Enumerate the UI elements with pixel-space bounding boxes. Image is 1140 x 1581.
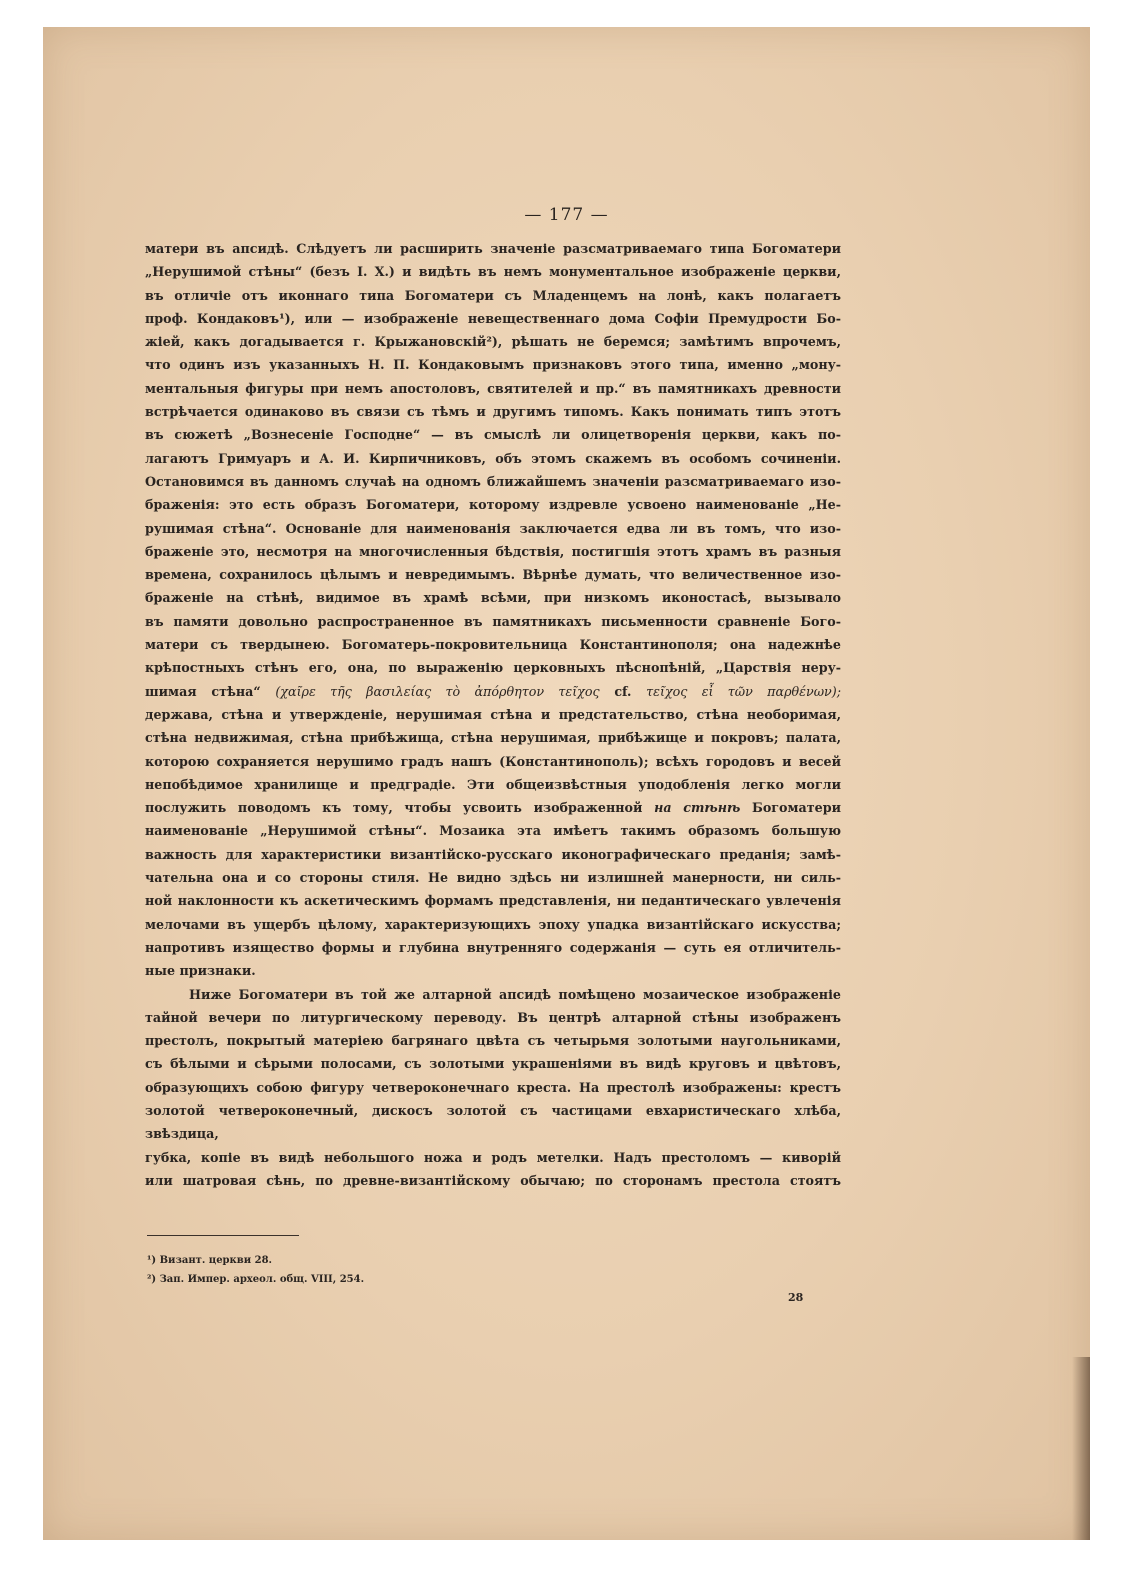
text-line: которою сохраняется нерушимо градъ нашъ (Константинополь); всѣхъ городовъ и весей [145,753,841,769]
page-number: — 177 — [524,205,609,225]
greek-quote-b: τεῖχος εἶ τῶν παρθένων); [646,683,841,699]
page-edge-shadow [1072,1357,1090,1540]
footnote-divider [147,1235,299,1236]
sheet-number: 28 [788,1291,804,1304]
text-line: матери въ апсидѣ. Слѣдуетъ ли расширить значеніе разсматриваемаго типа Богоматери [145,241,841,256]
greek-quote-a: (χαῖρε τῆς βασιλείας τὸ ἀπόρθητον τεῖχος [275,683,600,699]
greek-line-cf: cf. [599,683,647,699]
text-line-italic [145,796,841,819]
text-line: золотой четвероконечный, дискосъ золотой съ частицами евхаристическаго хлѣба, звѣздица, [145,1102,841,1142]
text-line: въ отличіе отъ иконнаго типа Богоматери съ Младенцемъ на лонѣ, какъ полагаетъ [145,287,841,303]
text-line: губка, копіе въ видѣ небольшого ножа и родъ метелки. Надъ престоломъ — киворій [145,1149,841,1165]
text-line: въ сюжетѣ „Вознесеніе Господне“ — въ смыслѣ ли олицетворенія церкви, какъ по- [145,427,841,443]
text-line: наименованіе „Нерушимой стѣны“. Мозаика эта имѣетъ такимъ образомъ большую [145,823,841,839]
text-line: браженіе на стѣнѣ, видимое въ храмѣ всѣми, при низкомъ иконостасѣ, вызывало [145,590,841,606]
text-line: встрѣчается одинаково въ связи съ тѣмъ и другимъ типомъ. Какъ понимать типъ этотъ [145,404,841,420]
italic-line-lead: послужить поводомъ къ тому, чтобы усвоить изображенной [145,800,655,816]
text-line: важность для характеристики византійско-русскаго иконографическаго преданія; замѣ- [145,846,841,862]
greek-line-lead: шимая стѣна“ [145,683,276,699]
text-line: образующихъ собою фигуру четвероконечнаго креста. На престолѣ изображены: крестъ [145,1079,841,1095]
text-line: чательна она и со стороны стиля. Не видно здѣсь ни излишней манерности, ни силь- [145,870,841,886]
text-line: непобѣдимое хранилище и предградіе. Эти общеизвѣстныя уподобленія легко могли [145,776,841,792]
text-line: жіей, какъ догадывается г. Крыжановскій²), рѣшать не беремся; замѣтимъ впрочемъ, [145,334,841,350]
scanned-page [43,27,1090,1540]
text-line: напротивъ изящество формы и глубина внутренняго содержанія — суть ея отличитель- [145,939,841,955]
text-line: лагаютъ Гримуаръ и А. И. Кирпичниковъ, объ этомъ скажемъ въ особомъ сочиненіи. [145,450,841,466]
text-line: что одинъ изъ указанныхъ Н. П. Кондаковымъ признаковъ этого типа, именно „мону- [145,357,841,373]
text-line: рушимая стѣна“. Основаніе для наименованія заключается едва ли въ томъ, что изо- [145,520,841,536]
text-line: „Нерушимой стѣны“ (безъ І. Х.) и видѣть въ немъ монументальное изображеніе церкви, [145,264,841,280]
text-line: крѣпостныхъ стѣнъ его, она, по выраженію церковныхъ пѣснопѣній, „Царствія неру- [145,660,841,676]
text-line: браженіе это, несмотря на многочисленныя бѣдствія, постигшія этотъ храмъ въ разныя [145,543,841,559]
footnote: ¹) Визант. церкви 28. [147,1255,273,1266]
text-line: Ниже Богоматери въ той же алтарной апсидѣ помѣщено мозаическое изображеніе [189,986,841,1002]
text-line: стѣна недвижимая, стѣна прибѣжища, стѣна нерушимая, прибѣжище и покровъ; палата, [145,730,841,746]
footnotes [147,1251,647,1289]
italic-emphasis: на стѣнѣ [654,800,741,816]
text-line-greek [145,680,841,703]
text-line: тайной вечери по литургическому переводу. Въ центрѣ алтарной стѣны изображенъ [145,1009,841,1025]
text-line: престолъ, покрытый матеріею багрянаго цвѣта съ четырьмя золотыми наугольниками, [145,1033,841,1049]
text-line: держава, стѣна и утвержденіе, нерушимая стѣна и предстательство, стѣна необоримая, [145,706,841,722]
footnote: ²) Зап. Импер. археол. общ. VIII, 254. [147,1274,365,1285]
text-line: матери съ твердынею. Богоматерь-покровительница Константинополя; она надежнѣе [145,637,841,653]
text-line: проф. Кондаковъ¹), или — изображеніе невещественнаго дома Софіи Премудрости Бо- [145,310,841,326]
italic-line-tail: Богоматери [740,800,841,816]
text-line: или шатровая сѣнь, по древне-византійскому обычаю; по сторонамъ престола стоятъ [145,1172,841,1188]
main-text [145,237,841,1192]
text-line: ментальныя фигуры при немъ апостоловъ, святителей и пр.“ въ памятникахъ древности [145,380,841,396]
text-line: ной наклонности къ аскетическимъ формамъ представленія, ни педантическаго увлеченія [145,893,841,909]
text-line: въ памяти довольно распространенное въ памятникахъ письменности сравненіе Бого- [145,613,841,629]
text-line: съ бѣлыми и сѣрыми полосами, съ золотыми украшеніями въ видѣ круговъ и цвѣтовъ, [145,1056,841,1072]
text-line: браженія: это есть образъ Богоматери, которому издревле усвоено наименованіе „Не- [145,497,841,513]
text-line: Остановимся въ данномъ случаѣ на одномъ ближайшемъ значеніи разсматриваемаго изо- [145,473,841,489]
text-line: времена, сохранилось цѣлымъ и невредимымъ. Вѣрнѣе думать, что величественное изо- [145,567,841,583]
text-line: ные признаки. [145,963,256,979]
text-line: мелочами въ ущербъ цѣлому, характеризующихъ эпоху упадка византійскаго искусства; [145,916,841,932]
